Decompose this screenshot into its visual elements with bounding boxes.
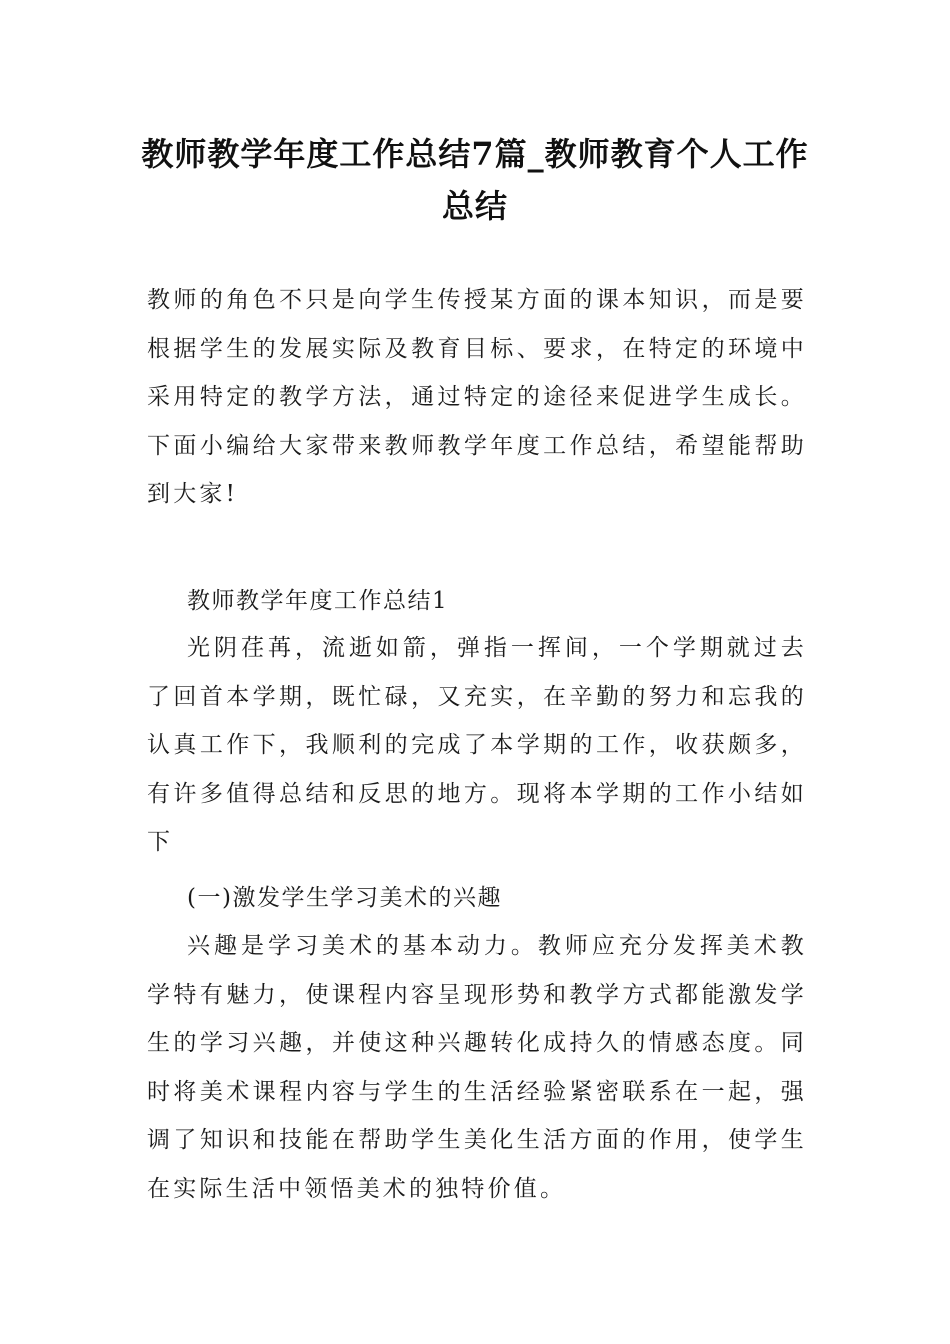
subsection-paragraph: 兴趣是学习美术的基本动力。教师应充分发挥美术教学特有魅力，使课程内容呈现形势和教学方式都能激发学生的学习兴趣，并使这种兴趣转化成持久的情感态度。同时将美术课程内容与学生的生活经验紧密联系在一起，强调了知识和技能在帮助学生美化生活方面的作用，使学生在实际生活中领悟美术的独特价值。 [147, 933, 807, 1202]
section-heading: 教师教学年度工作总结1 [187, 588, 449, 614]
document-title: 教师教学年度工作总结7篇_教师教育个人工作总结 [141, 135, 809, 225]
section-paragraph: 光阴荏苒，流逝如箭，弹指一挥间，一个学期就过去了回首本学期，既忙碌，又充实，在辛勤的努力和忘我的认真工作下，我顺利的完成了本学期的工作，收获颇多，有许多值得总结和反思的地方。现将本学期的工作小结如下 [147, 635, 807, 855]
intro-paragraph: 教师的角色不只是向学生传授某方面的课本知识，而是要根据学生的发展实际及教育目标、要求，在特定的环境中采用特定的教学方法，通过特定的途径来促进学生成长。下面小编给大家带来教师教学年度工作总结，希望能帮助到大家! [147, 287, 807, 507]
subsection-heading: (一)激发学生学习美术的兴趣 [187, 885, 502, 911]
